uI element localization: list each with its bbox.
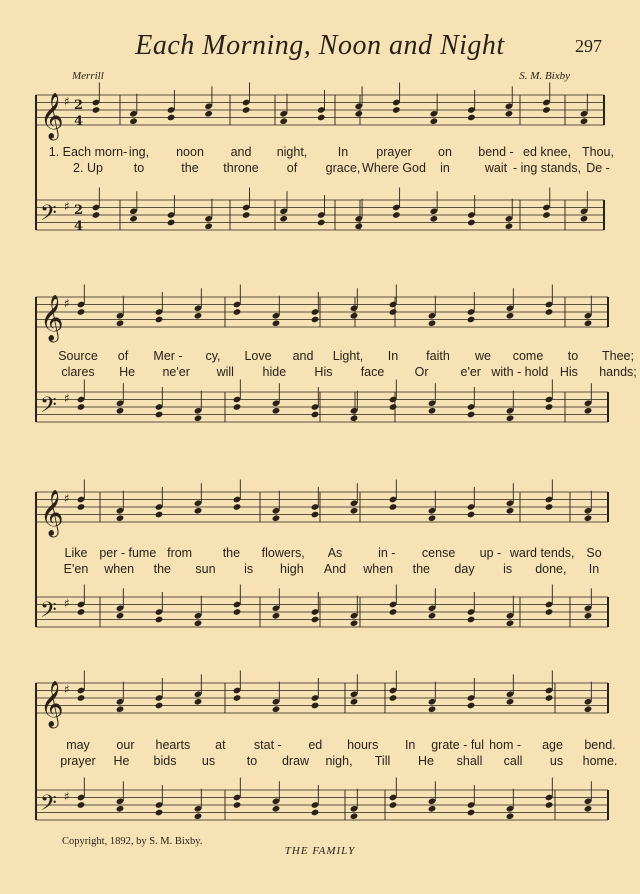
note-head [233,801,242,809]
note-head [194,507,203,515]
lyric-syllable: ing, [128,145,150,159]
lyric-syllable: is [244,562,254,576]
lyric-syllable: throne [223,161,259,175]
lyric-syllable: prayer [376,145,412,159]
lyric-syllable: bend - [478,145,514,159]
note-head [389,608,398,616]
note-head [354,222,363,230]
note-head [311,702,320,710]
note-head [279,215,288,223]
lyric-syllable: noon [176,145,204,159]
note-head [350,312,359,320]
lyric-syllable: nigh, [325,754,353,768]
note-head [194,414,203,422]
note-head [584,514,593,522]
note-head [584,612,593,620]
lyric-syllable: flowers, [261,546,305,560]
lyric-syllable: Love [244,349,272,363]
lyric-syllable: ne'er [162,365,190,379]
note-head [129,117,138,125]
key-signature-sharp-icon: ♯ [64,296,70,311]
lyric-syllable: Where God [362,161,426,175]
note-head [428,805,437,813]
lyric-syllable: high [280,562,304,576]
note-head [311,316,320,324]
note-head [77,801,86,809]
lyric-syllable: on [438,145,452,159]
note-head [542,211,551,219]
note-head [467,316,476,324]
lyric-syllable: at [215,738,226,752]
time-signature-bottom: 4 [74,114,84,129]
lyric-syllable: stat - [253,738,282,752]
note-head [242,211,251,219]
lyric-syllable: In [588,562,600,576]
lyric-syllable: is [503,562,513,576]
lyric-syllable: grace, [325,161,361,175]
note-head [311,616,320,624]
note-head [467,809,476,817]
treble-clef-icon: 𝄞 [40,681,64,727]
lyric-syllable: to [246,754,258,768]
lyric-syllable: home. [582,754,618,768]
note-head [272,612,281,620]
hymn-title: Each Morning, Noon and Night [135,30,505,61]
note-head [116,319,125,327]
note-head [272,319,281,327]
treble-clef-icon: 𝄞 [40,490,64,536]
lyric-syllable: He [113,754,130,768]
note-head [467,511,476,519]
note-head [350,619,359,627]
note-head [467,702,476,710]
lyric-syllable: Or [414,365,429,379]
note-head [350,507,359,515]
lyric-syllable: shall [456,754,483,768]
note-head [392,211,401,219]
note-head [580,117,589,125]
lyric-syllable: we [475,349,491,363]
note-head [584,805,593,813]
note-head [389,503,398,511]
note-head [506,507,515,515]
lyric-syllable: sun [195,562,216,576]
note-head [506,414,515,422]
note-head [77,308,86,316]
note-head [155,511,164,519]
note-head [506,698,515,706]
lyric-syllable: will [216,365,234,379]
lyric-syllable: our [116,738,135,752]
lyric-syllable: His [314,365,333,379]
note-head [317,219,326,227]
lyric-syllable: us [201,754,216,768]
note-head [505,222,514,230]
lyric-syllable: face [360,365,385,379]
note-head [77,608,86,616]
note-head [272,407,281,415]
key-signature-sharp-icon: ♯ [64,491,70,506]
note-head [194,698,203,706]
note-head [506,812,515,820]
note-head [155,316,164,324]
bass-clef-icon: 𝄢 [40,201,57,231]
lyric-syllable: may [66,738,90,752]
lyric-syllable: In [337,145,349,159]
lyric-syllable: in [440,161,450,175]
note-head [77,403,86,411]
note-head [506,312,515,320]
lyric-syllable: hearts [155,738,191,752]
note-head [194,619,203,627]
bass-clef-icon: 𝄢 [40,791,57,821]
note-head [430,215,439,223]
lyric-syllable: E'en [63,562,89,576]
note-head [116,612,125,620]
note-head [389,694,398,702]
note-head [505,110,514,118]
page-number: 297 [575,36,602,56]
note-head [430,117,439,125]
section-footer: THE FAMILY [284,845,356,857]
note-head [167,219,176,227]
lyric-syllable: ward tends, [509,546,575,560]
note-head [428,407,437,415]
note-head [272,514,281,522]
note-head [428,514,437,522]
note-head [467,219,476,227]
lyric-syllable: 1. Each morn- [48,145,128,159]
note-head [354,110,363,118]
note-head [350,414,359,422]
lyric-syllable: ed [308,738,323,752]
time-signature-top: 2 [74,203,84,218]
note-head [584,407,593,415]
note-head [204,110,213,118]
note-head [317,114,326,122]
bass-clef-icon: 𝄢 [40,598,57,628]
note-head [467,411,476,419]
time-signature-bottom: 4 [74,219,84,234]
note-head [467,616,476,624]
note-head [311,809,320,817]
treble-clef-icon: 𝄞 [40,295,64,341]
lyric-syllable: wait [484,161,508,175]
lyric-syllable: us [549,754,564,768]
lyric-syllable: night, [276,145,308,159]
lyric-syllable: cy, [205,349,221,363]
lyric-syllable: and [292,349,314,363]
note-head [92,211,101,219]
note-head [545,503,554,511]
lyric-syllable: up - [479,546,502,560]
note-head [428,705,437,713]
lyric-syllable: As [327,546,343,560]
time-signature-top: 2 [74,98,84,113]
lyric-syllable: hands; [599,365,637,379]
lyric-syllable: done, [535,562,567,576]
lyric-syllable: the [181,161,199,175]
lyric-syllable: Mer - [153,349,183,363]
note-head [584,319,593,327]
lyric-syllable: per - fume [99,546,157,560]
lyric-syllable: grate - ful [431,738,485,752]
key-signature-sharp-icon: ♯ [64,94,70,109]
author-credit: S. M. Bixby [519,70,570,82]
lyric-syllable: of [286,161,298,175]
lyric-syllable: e'er [460,365,481,379]
note-head [467,114,476,122]
lyric-syllable: hide [262,365,287,379]
lyric-syllable: In [404,738,416,752]
lyric-syllable: In [387,349,399,363]
key-signature-sharp-icon: ♯ [64,789,70,804]
key-signature-sharp-icon: ♯ [64,682,70,697]
lyric-syllable: age [542,738,563,752]
lyric-syllable: the [412,562,431,576]
lyric-syllable: And [323,562,347,576]
lyric-syllable: He [418,754,434,768]
lyric-syllable: prayer [60,754,96,768]
lyric-syllable: Light, [332,349,364,363]
note-head [580,215,589,223]
note-head [279,117,288,125]
note-head [389,308,398,316]
note-head [116,407,125,415]
lyric-syllable: in - [378,546,396,560]
note-head [77,503,86,511]
note-head [155,702,164,710]
lyric-syllable: when [363,562,394,576]
note-head [242,106,251,114]
note-head [545,694,554,702]
copyright-notice: Copyright, 1892, by S. M. Bixby. [62,836,203,847]
lyric-syllable: to [133,161,145,175]
lyric-syllable: to [567,349,579,363]
note-head [77,694,86,702]
note-head [116,705,125,713]
lyric-syllable: Source [58,349,98,363]
lyric-syllable: Like [64,546,88,560]
note-head [233,403,242,411]
note-head [194,312,203,320]
note-head [92,106,101,114]
note-head [204,222,213,230]
lyric-syllable: ed knee, [523,145,571,159]
note-head [428,319,437,327]
lyric-syllable: He [119,365,136,379]
note-head [233,608,242,616]
note-head [545,403,554,411]
note-head [272,705,281,713]
note-head [272,805,281,813]
lyric-syllable: cense [421,546,456,560]
key-signature-sharp-icon: ♯ [64,596,70,611]
note-head [506,619,515,627]
note-head [167,114,176,122]
note-head [155,616,164,624]
note-head [545,608,554,616]
treble-clef-icon: 𝄞 [40,93,64,139]
lyric-syllable: when [104,562,135,576]
note-head [545,801,554,809]
lyric-syllable: - ing stands, [512,161,582,175]
note-head [392,106,401,114]
note-head [389,403,398,411]
note-head [389,801,398,809]
lyric-syllable: So [586,546,602,560]
lyric-syllable: Till [374,754,391,768]
lyric-syllable: call [503,754,523,768]
note-head [428,612,437,620]
lyric-syllable: hom - [489,738,522,752]
note-head [233,503,242,511]
lyric-syllable: Thou, [582,145,614,159]
note-head [194,812,203,820]
note-head [116,514,125,522]
note-head [116,805,125,813]
note-head [311,411,320,419]
lyric-syllable: 2. Up [73,161,103,175]
composer-credit: Merrill [72,70,104,82]
note-head [350,812,359,820]
note-head [350,698,359,706]
bass-clef-icon: 𝄢 [40,393,57,423]
note-head [155,809,164,817]
lyric-syllable: day [454,562,475,576]
lyric-syllable: and [230,145,252,159]
lyric-syllable: the [153,562,172,576]
lyric-syllable: bids [153,754,177,768]
lyric-syllable: hours [347,738,379,752]
lyric-syllable: the [222,546,241,560]
note-head [233,694,242,702]
lyric-syllable: bend. [584,738,616,752]
note-head [129,215,138,223]
lyric-syllable: His [559,365,578,379]
lyric-syllable: come [512,349,544,363]
lyric-syllable: Thee; [602,349,634,363]
note-head [311,511,320,519]
note-head [155,411,164,419]
lyric-syllable: draw [281,754,310,768]
lyric-syllable: De - [586,161,610,175]
note-head [545,308,554,316]
note-head [233,308,242,316]
note-head [584,705,593,713]
note-head [542,106,551,114]
lyric-syllable: of [117,349,129,363]
lyric-syllable: from [167,546,193,560]
key-signature-sharp-icon: ♯ [64,199,70,214]
lyric-syllable: faith [426,349,450,363]
lyric-syllable: clares [61,365,95,379]
key-signature-sharp-icon: ♯ [64,391,70,406]
lyric-syllable: with - hold [491,365,549,379]
